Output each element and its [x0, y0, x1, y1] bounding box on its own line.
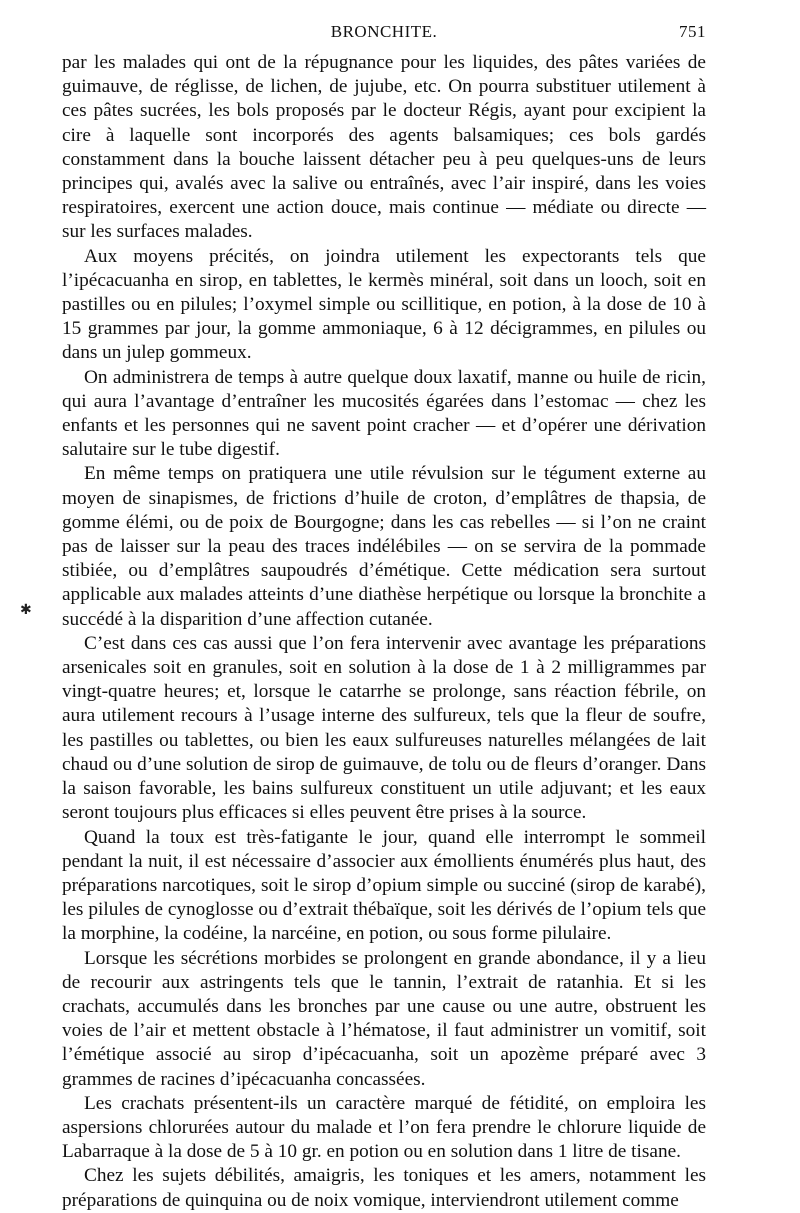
running-head: [62, 22, 706, 46]
paragraph: En même temps on pratiquera une utile révulsion sur le tégument externe au moyen de sinapismes, de frictions d’huile de croton, d’emplâtres de thapsia, de gomme élémi, ou de poix de Bourgogne; dans les cas rebelles — si l’on ne craint pas de laisser sur la peau des traces indélébiles — on se servira de la pommade stibiée, ou d’emplâtres saupoudrés d’émétique. Cette médication sera surtout applicable aux malades atteints d’une diathèse herpétique ou lorsque la bronchite a succédé à la disparition d’une affection cutanée.: [62, 463, 706, 630]
paragraph: Lorsque les sécrétions morbides se prolongent en grande abondance, il y a lieu de recourir aux astringents tels que le tannin, l’extrait de ratanhia. Et si les crachats, accumulés dans les bronches par une cause ou une autre, obstruent les voies de l’air et mettent obstacle à l’hématose, il faut administrer un vomitif, soit l’émétique associé au sirop d’ipécacuanha, soit un apozème préparé avec 3 grammes de racines d’ipécacuanha concassées.: [62, 947, 706, 1090]
paragraph-continued: par les malades qui ont de la répugnance pour les liquides, des pâtes variées de guimauve, de réglisse, de lichen, de jujube, etc. On pourra substituer utilement à ces pâtes sucrées, les bols proposés par le docteur Régis, ayant pour excipient la cire à laquelle sont incorporés des agents balsamiques; ces bols gardés constamment dans la bouche laissent détacher peu à peu quelques-uns de leurs principes qui, avalés avec la salive ou entraînés, avec l’air inspiré, dans les voies respiratoires, exercent une action douce, mais continue — médiate ou directe — sur les surfaces malades.: [62, 52, 706, 243]
running-title: BRONCHITE.: [330, 22, 438, 41]
paragraph: On administrera de temps à autre quelque doux laxatif, manne ou huile de ricin, qui aura l’avantage d’entraîner les mucosités égarées dans l’estomac — chez les enfants et les personnes qui ne savent point cracher — et d’opérer une dérivation salutaire sur le tube digestif.: [62, 366, 706, 461]
body-text: [62, 51, 706, 1213]
paragraph: Quand la toux est très-fatigante le jour, quand elle interrompt le sommeil pendant la nuit, il est nécessaire d’associer aux émollients énumérés plus haut, des préparations narcotiques, soit le sirop d’opium simple ou succiné (sirop de karabé), les pilules de cynoglosse ou d’extrait thébaïque, soit les dérivés de l’opium tels que la morphine, la codéine, la narcéine, en potion, ou sous forme pilulaire.: [62, 826, 706, 945]
page-number: 751: [679, 22, 706, 41]
paragraph: C’est dans ces cas aussi que l’on fera intervenir avec avantage les préparations arsenicales soit en granules, soit en solution à la dose de 1 à 2 milligrammes par vingt-quatre heures; et, lorsque le catarrhe se prolonge, sans réaction fébrile, on aura utilement recours à l’usage interne des sulfureux, tels que la fleur de soufre, les pastilles ou tablettes, ou bien les eaux sulfureuses naturelles mélangées de lait chaud ou d’une solution de sirop de guimauve, de tolu ou de fleurs d’oranger. Dans la saison favorable, les bains sulfureux constituent un utile adjuvant; et les eaux seront toujours plus efficaces si elles peuvent être prises à la source.: [62, 632, 706, 824]
paragraph: Les crachats présentent-ils un caractère marqué de fétidité, on emploira les aspersions chlorurées autour du malade et l’on fera prendre le chlorure liquide de Labarraque à la dose de 5 à 10 gr. en potion ou en solution dans 1 litre de tisane.: [62, 1092, 706, 1163]
margin-ink-mark-icon: ✱: [20, 602, 32, 618]
paragraph: Chez les sujets débilités, amaigris, les toniques et les amers, notamment les préparations de quinquina ou de noix vomique, interviendront utilement comme: [62, 1165, 706, 1211]
paragraph: Aux moyens précités, on joindra utilement les expectorants tels que l’ipécacuanha en sirop, en tablettes, le kermès minéral, soit dans un looch, soit en pastilles ou en pilules; l’oxymel simple ou scillitique, en potion, à la dose de 10 à 15 grammes par jour, la gomme ammoniaque, 6 à 12 décigrammes, en pilules ou dans un julep gommeux.: [62, 245, 706, 364]
